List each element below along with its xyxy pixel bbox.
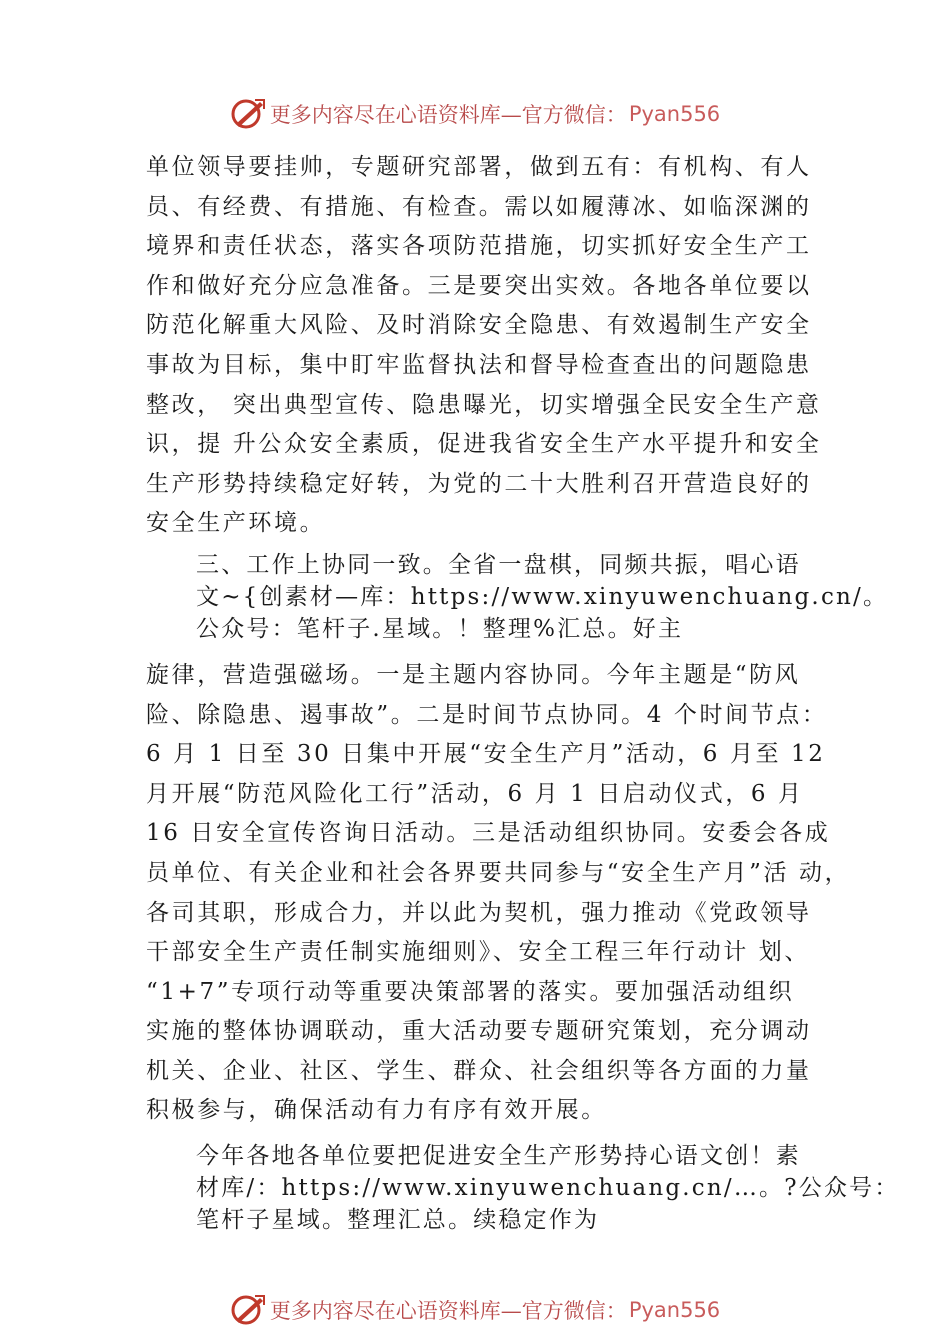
banner-text: 更多内容尽在心语资料库—官方微信： [269, 1299, 627, 1323]
text-line: 生产形势持续稳定好转，为党的二十大胜利召开营造良好的 [146, 470, 812, 497]
footer-banner [0, 1290, 950, 1330]
text-line: 笔杆子星域。整理汇总。续稳定作为 [196, 1207, 600, 1234]
text-line: 安全生产环境。 [146, 510, 326, 537]
text-line: 文~{创素材—库：https://www.xinyuwenchuang.cn/。 [196, 583, 889, 610]
header-banner [0, 94, 950, 134]
text-line: 各司其职，形成合力，并以此为契机，强力推动《党政领导 [146, 899, 812, 926]
text-line: 公众号：笔杆子.星域。！整理%汇总。好主 [196, 615, 684, 642]
inserted-promo-2 [146, 1141, 900, 1237]
text-line: 6 月 1 日至 30 日集中开展“安全生产月”活动，6 月至 12 [146, 741, 826, 768]
text-line: 今年各地各单位要把促进安全生产形势持心语文创！素 [196, 1143, 801, 1170]
text-line: 境界和责任状态，落实各项防范措施，切实抓好安全生产工 [146, 233, 812, 260]
text-line: 识，提 升公众安全素质，促进我省安全生产水平提升和安全 [146, 431, 822, 458]
document-body [146, 148, 900, 1237]
text-line: 干部安全生产责任制实施细则》、安全工程三年行动计 划、 [146, 939, 811, 966]
banner-wechat-id: Pyan556 [628, 1298, 721, 1322]
text-line: 单位领导要挂帅，专题研究部署，做到五有：有机构、有人 [146, 154, 812, 180]
text-line: 员单位、有关企业和社会各界要共同参与“安全生产月”活 动， [146, 859, 851, 886]
text-line: 三、工作上协同一致。全省一盘棋，同频共振，唱心语 [196, 551, 801, 578]
text-line: “1+7”专项行动等重要决策部署的落实。要加强活动组织 [146, 978, 795, 1005]
text-line: 积极参与，确保活动有力有序有效开展。 [146, 1097, 607, 1124]
text-line: 旋律，营造强磁场。一是主题内容协同。今年主题是“防风 [146, 661, 801, 688]
paragraph-1 [146, 148, 822, 544]
text-line: 16 日安全宣传咨询日活动。三是活动组织协同。安委会各成 [146, 820, 831, 847]
text-line: 机关、企业、社区、学生、群众、社会组织等各方面的力量 [146, 1057, 812, 1084]
text-line: 险、除隐患、遏事故”。二是时间节点协同。4 个时间节点： [146, 701, 828, 728]
text-line: 月开展“防范风险化工行”活动，6 月 1 日启动仪式，6 月 [146, 780, 804, 807]
text-line: 整改， 突出典型宣传、隐患曝光，切实增强全民安全生产意 [146, 391, 822, 418]
text-line: 实施的整体协调联动，重大活动要专题研究策划，充分调动 [146, 1018, 812, 1045]
text-line: 事故为目标，集中盯牢监督执法和督导检查查出的问题隐患 [146, 351, 812, 378]
text-line: 材库/：https://www.xinyuwenchuang.cn/…。?公众号： [196, 1175, 900, 1202]
banner-text: 更多内容尽在心语资料库—官方微信： [269, 103, 627, 127]
banner-wechat-id: Pyan556 [628, 102, 721, 126]
pen-logo-icon [230, 1292, 266, 1328]
text-line: 作和做好充分应急准备。三是要突出实效。各地各单位要以 [146, 272, 812, 299]
inserted-promo-1 [146, 550, 889, 646]
pen-logo-icon [230, 96, 266, 132]
paragraph-2 [146, 656, 851, 1131]
text-line: 防范化解重大风险、及时消除安全隐患、有效遏制生产安全 [146, 312, 812, 339]
text-line: 员、有经费、有措施、有检查。需以如履薄冰、如临深渊的 [146, 193, 812, 220]
